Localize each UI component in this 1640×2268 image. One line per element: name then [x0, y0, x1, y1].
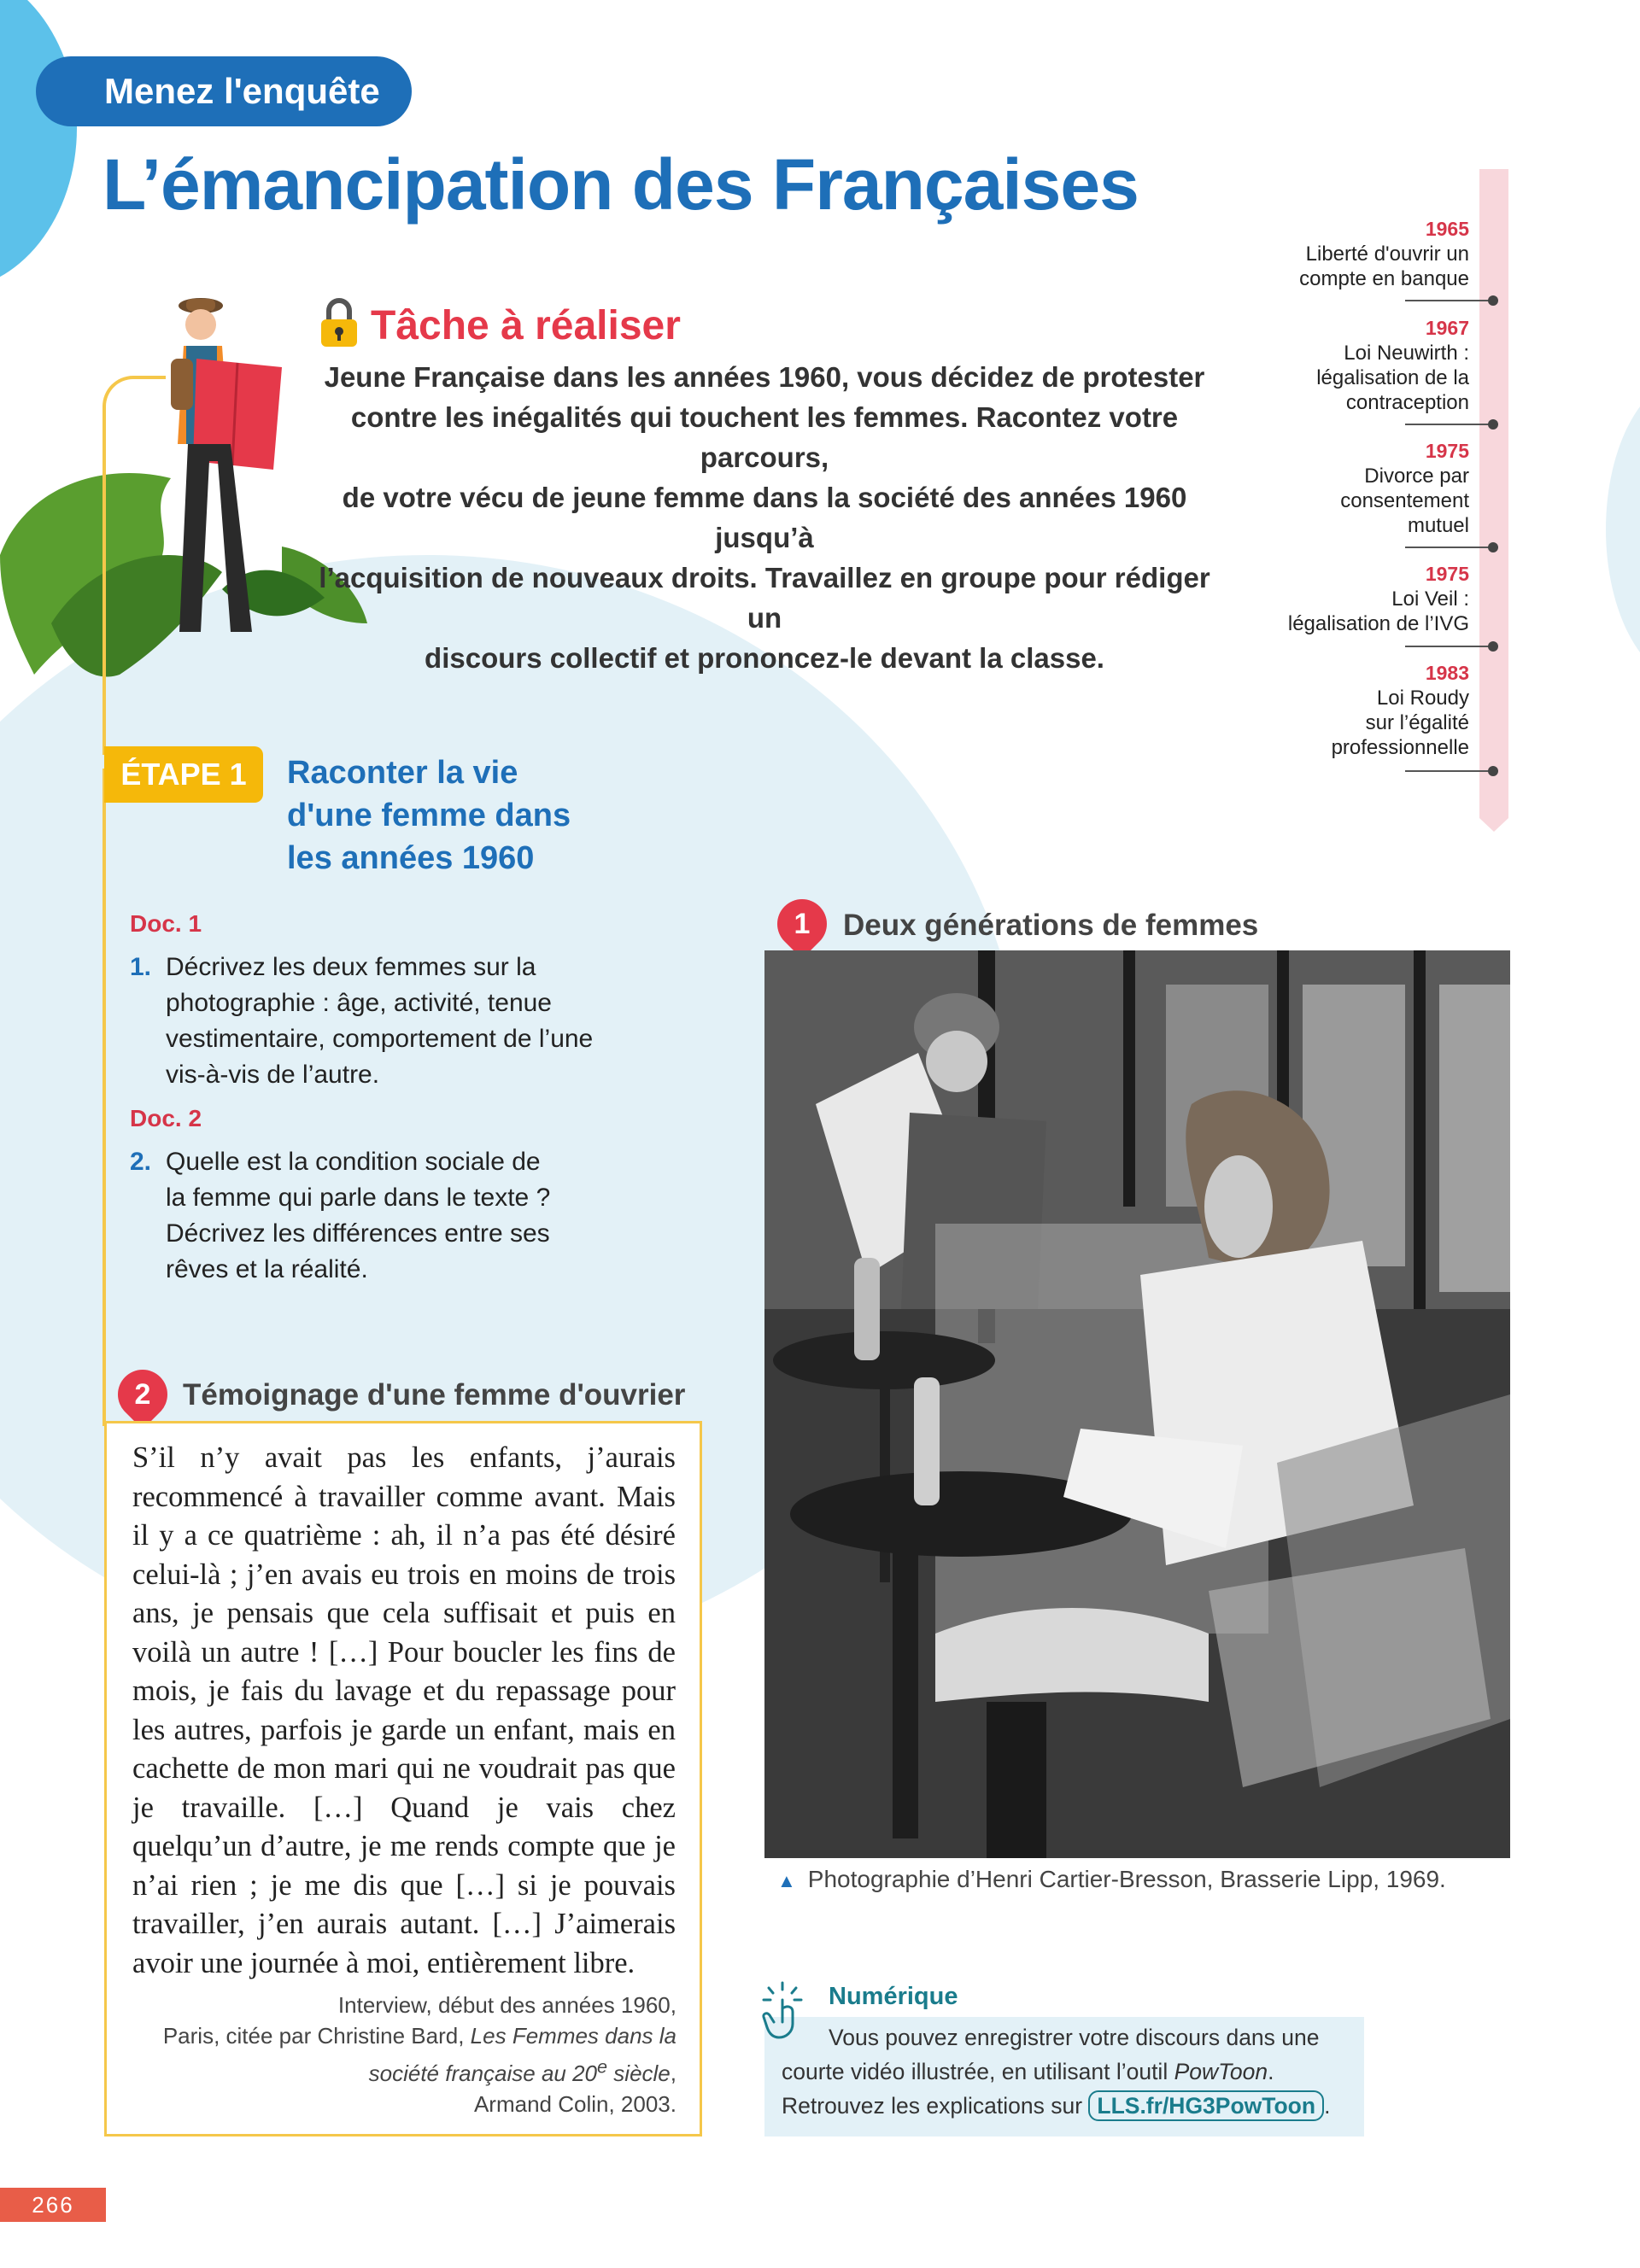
doc-reference: Doc. 2 [130, 1105, 202, 1131]
source-line: Armand Colin, 2003. [473, 2090, 676, 2117]
photograph-brasserie-lipp [764, 950, 1510, 1858]
timeline-arrow-tip [1479, 818, 1508, 832]
doc-title: Deux générations de femmes [843, 909, 1259, 942]
timeline-year: 1975 [1425, 563, 1469, 585]
timeline-year: 1983 [1425, 662, 1469, 684]
question-text: Décrivez les deux femmes sur la photographie : âge, activité, tenue vestimentaire, comportement de l’une vis-à-vis de l’autre. [166, 953, 594, 1089]
timeline-connector [1405, 770, 1492, 772]
task-heading: Tâche à réaliser [371, 303, 681, 348]
question [130, 950, 642, 1093]
decorative-circle [0, 0, 77, 290]
question-text: Quelle est la condition sociale de la femme qui parle dans le texte ? Décrivez les différences entre ses rêves et la réalité. [166, 1148, 551, 1283]
question-number: 2. [130, 1148, 152, 1176]
timeline-text: Divorce par consentement mutuel [1340, 465, 1469, 537]
timeline-text: Loi Roudy sur l’égalité professionnelle [1331, 687, 1469, 759]
step-title: Raconter la vie d'une femme dans les années 1960 [287, 755, 571, 876]
timeline-entry [1196, 562, 1469, 636]
page-title: L’émancipation des Françaises [102, 144, 1139, 225]
testimony-source: Interview, début des années 1960, Paris, citée par Christine Bard, Les Femmes dans la société française au 20e siècle, Armand Colin, 2003. [162, 1992, 676, 2117]
doc-marker-number: 2 [134, 1378, 151, 1411]
timeline-text: Loi Veil : légalisation de l’IVG [1287, 587, 1469, 635]
timeline-year: 1967 [1425, 317, 1469, 339]
timeline-text: Liberté d'ouvrir un compte en banque [1299, 243, 1469, 290]
timeline-connector [1405, 424, 1492, 425]
digital-heading: Numérique [829, 1983, 958, 2010]
doc-reference: Doc. 1 [130, 910, 202, 937]
timeline-year: 1975 [1425, 440, 1469, 462]
testimony-quote: S’il n’y avait pas les enfants, j’aurais recommencé à travailler comme avant. Mais il y a ce quatrième : ah, il n’a pas été désiré celui-là ; j’en avais eu trois en moins de trois ans, je pensais que cela suffisait et puis en voilà un autre ! […] Pour boucler les fins de mois, je fais du lavage et du repassage pour les autres, parfois je garde un enfant, mais en cachette de mon mari qui ne voudrait pas que je travaille. […] Quand je vais chez quelqu’un d’autre, je me rends compte que je n’ai rien ; je me dis que […] si je pouvais travailler, j’en aurais autant. […] J’aimerais avoir une journée à moi, entièrement libre. [132, 1441, 676, 1979]
timeline-dot [1488, 419, 1498, 430]
section-badge: Menez l'enquête [36, 56, 412, 126]
question-number: 1. [130, 953, 152, 981]
timeline-dot [1488, 766, 1498, 776]
caption-text: Photographie d’Henri Cartier-Bresson, Brasserie Lipp, 1969. [807, 1866, 1446, 1892]
question [130, 1144, 642, 1288]
source-book-title: Les Femmes dans la société française au 20e siècle [368, 2023, 676, 2086]
timeline-connector [1405, 646, 1492, 647]
lock-icon [318, 297, 360, 348]
timeline-text: Loi Neuwirth : légalisation de la contraception [1316, 342, 1469, 414]
timeline-entry [1196, 439, 1469, 538]
task-description: Jeune Française dans les années 1960, vous décidez de protester contre les inégalités qui touchent les femmes. Racontez votre parcours, de votre vécu de jeune femme dans la société des années 1960 jusqu’à l’acquisition de nouveaux droits. Travaillez en groupe pour rédiger un discours collectif et prononcez-le devant la classe. [319, 361, 1210, 674]
digital-text: Vous pouvez enregistrer votre discours dans une courte vidéo illustrée, en utilisant l’outil PowToon. Retrouvez les explications sur LLS.fr/HG3PowToon . [782, 2020, 1362, 2123]
decorative-background-blob-right [1606, 376, 1640, 683]
caption-triangle-icon: ▲ [777, 1870, 796, 1891]
timeline-connector [1405, 300, 1492, 301]
page-number: 266 [0, 2188, 106, 2222]
timeline-year: 1965 [1425, 218, 1469, 240]
digital-link[interactable]: LLS.fr/HG3PowToon [1088, 2090, 1324, 2121]
timeline-dot [1488, 641, 1498, 652]
tool-name: PowToon [1174, 2059, 1268, 2084]
guide-line [102, 376, 166, 755]
guide-line-vertical [102, 769, 106, 1426]
timeline-connector [1405, 547, 1492, 548]
timeline-bar [1479, 169, 1508, 818]
doc-marker-number: 1 [794, 908, 811, 940]
timeline-entry [1196, 661, 1469, 760]
timeline-entry [1196, 316, 1469, 415]
source-line: Paris, citée par Christine Bard, [162, 2023, 465, 2049]
timeline-dot [1488, 295, 1498, 306]
step-badge: ÉTAPE 1 [104, 746, 263, 803]
timeline-entry [1196, 217, 1469, 291]
photo-caption [777, 1866, 1446, 1893]
timeline-dot [1488, 542, 1498, 552]
doc-title: Témoignage d'une femme d'ouvrier [183, 1378, 686, 1412]
source-line: Interview, début des années 1960, [337, 1992, 676, 2018]
